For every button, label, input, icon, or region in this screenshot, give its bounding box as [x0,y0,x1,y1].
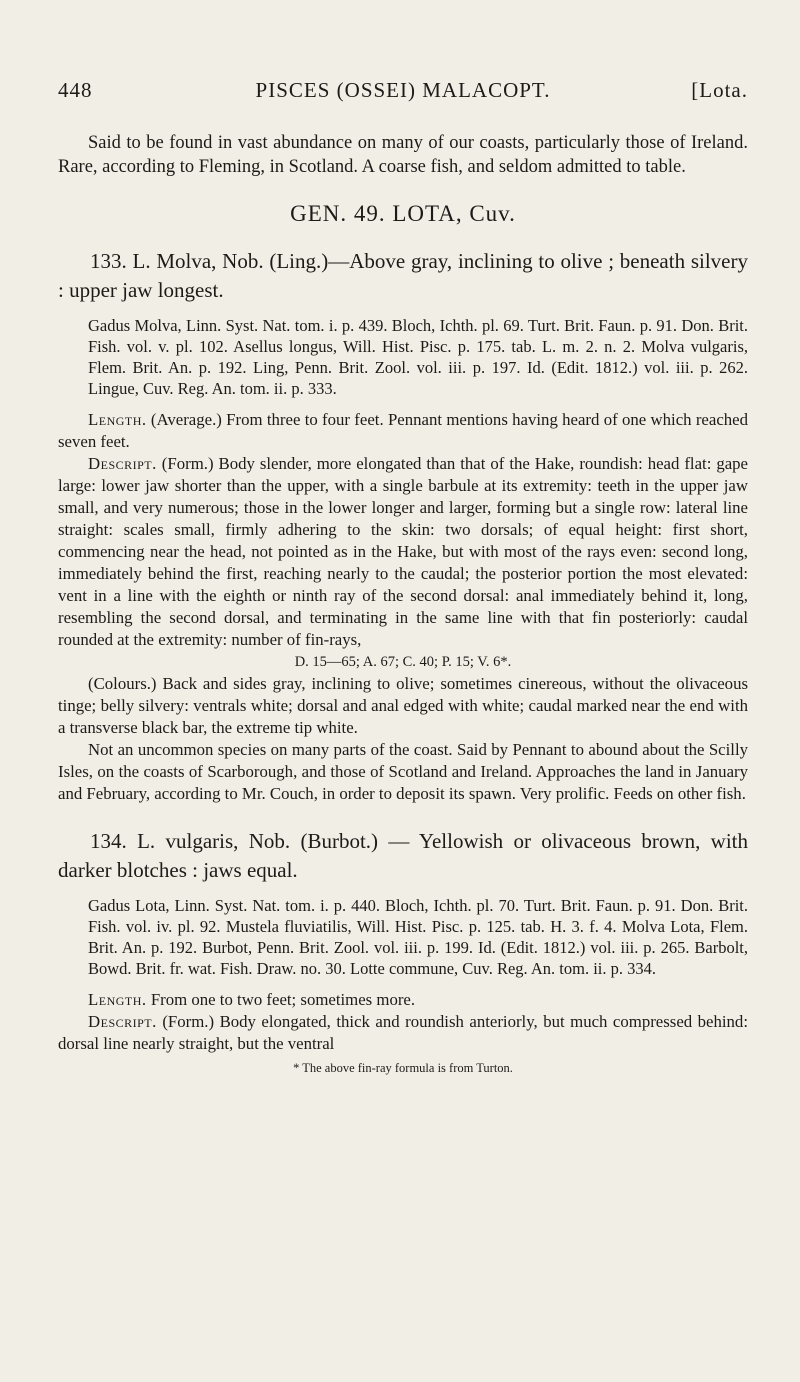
length-text: (Average.) From three to four feet. Pennant mentions having heard of one which reached seven feet. [58,410,748,451]
species-134-description [58,1011,748,1055]
species-133-synonymy: Gadus Molva, Linn. Syst. Nat. tom. i. p. 439. Bloch, Ichth. pl. 69. Turt. Brit. Faun. p. 91. Don. Brit. Fish. vol. v. pl. 102. Asellus longus, Will. Hist. Pisc. p. 175. tab. L. m. 2. n. 2. Molva vulgaris, Flem. Brit. An. p. 192. Ling, Penn. Brit. Zool. vol. iii. p. 197. Id. (Edit. 1812.) vol. iii. p. 262. Lingue, Cuv. Reg. An. tom. ii. p. 333. [88,316,748,398]
species-133-habitat: Not an uncommon species on many parts of the coast. Said by Pennant to abound about the Scilly Isles, on the coasts of Scarborough, and those of Scotland and Ireland. Approaches the land in January and February, according to Mr. Couch, in order to deposit its spawn. Very prolific. Feeds on other fish. [58,740,748,803]
page-body [58,132,748,1076]
length-text: From one to two feet; sometimes more. [150,990,416,1009]
fin-formula: D. 15—65; A. 67; C. 40; P. 15; V. 6*. [294,654,512,670]
running-section: [Lota. [691,78,748,102]
species-133-heading: 133. L. Molva, Nob. (Ling.)—Above gray, inclining to olive ; beneath silvery : upper jaw longest. [58,249,748,302]
genus-heading: GEN. 49. LOTA, Cuv. [290,201,516,226]
descript-label: Descript. [88,1012,157,1031]
species-134-synonymy: Gadus Lota, Linn. Syst. Nat. tom. i. p. 440. Bloch, Ichth. pl. 70. Turt. Brit. Faun. p. 91. Don. Brit. Fish. vol. iv. pl. 92. Mustela fluviatilis, Will. Hist. Pisc. p. 125. tab. H. 3. f. 4. Molva Lota, Flem. Brit. An. p. 192. Burbot, Penn. Brit. Zool. vol. iii. p. 199. Id. (Edit. 1812.) vol. iii. p. 265. Barbolt, Bowd. Brit. fr. wat. Fish. Draw. no. 30. Lotte commune, Cuv. Reg. An. tom. ii. p. 334. [88,896,748,978]
footnote: * The above fin-ray formula is from Turton. [293,1061,513,1075]
page-number: 448 [58,78,93,102]
species-133-colours: (Colours.) Back and sides gray, inclining to olive; sometimes cinereous, without the olivaceous tinge; belly silvery: ventrals white; dorsal and anal edged with white; caudal marked near the end with a transverse black bar, the extreme tip white. [58,674,748,737]
intro-paragraph: Said to be found in vast abundance on many of our coasts, particularly those of Ireland. Rare, according to Fleming, in Scotland. A coarse fish, and seldom admitted to table. [58,133,748,177]
length-label: Length. [88,410,147,429]
running-header [58,78,748,112]
descript-text: (Form.) Body slender, more elongated than that of the Hake, roundish: head flat: gape large: lower jaw shorter than the upper, with a single barbule at its extremity: teeth in the upper jaw small, and very numerous; those in the lower longer and larger, forming but a single row: lateral line straight: scales small, firmly adhering to the skin: two dorsals; of equal height: first short, commencing near the head, not pointed as in the Hake, but with most of the rays even: second long, immediately behind the first, reaching nearly to the caudal; the posterior portion the most elevated: vent in a line with the eighth or ninth ray of the second dorsal: anal immediately behind it, long, resembling the second dorsal, and terminating in the same line with that fin posteriorly: caudal rounded at the extremity: number of fin-rays, [58,454,748,649]
descript-text: (Form.) Body elongated, thick and roundish anteriorly, but much compressed behind: dorsal line nearly straight, but the ventral [58,1012,748,1053]
running-title: PISCES (OSSEI) MALACOPT. [255,78,551,102]
species-133-length [58,409,748,453]
descript-label: Descript. [88,454,157,473]
length-label: Length. [88,990,147,1009]
species-134-length [58,989,748,1011]
species-133-description [58,453,748,651]
species-134-heading: 134. L. vulgaris, Nob. (Burbot.) — Yellowish or olivaceous brown, with darker blotches : jaws equal. [58,829,748,882]
